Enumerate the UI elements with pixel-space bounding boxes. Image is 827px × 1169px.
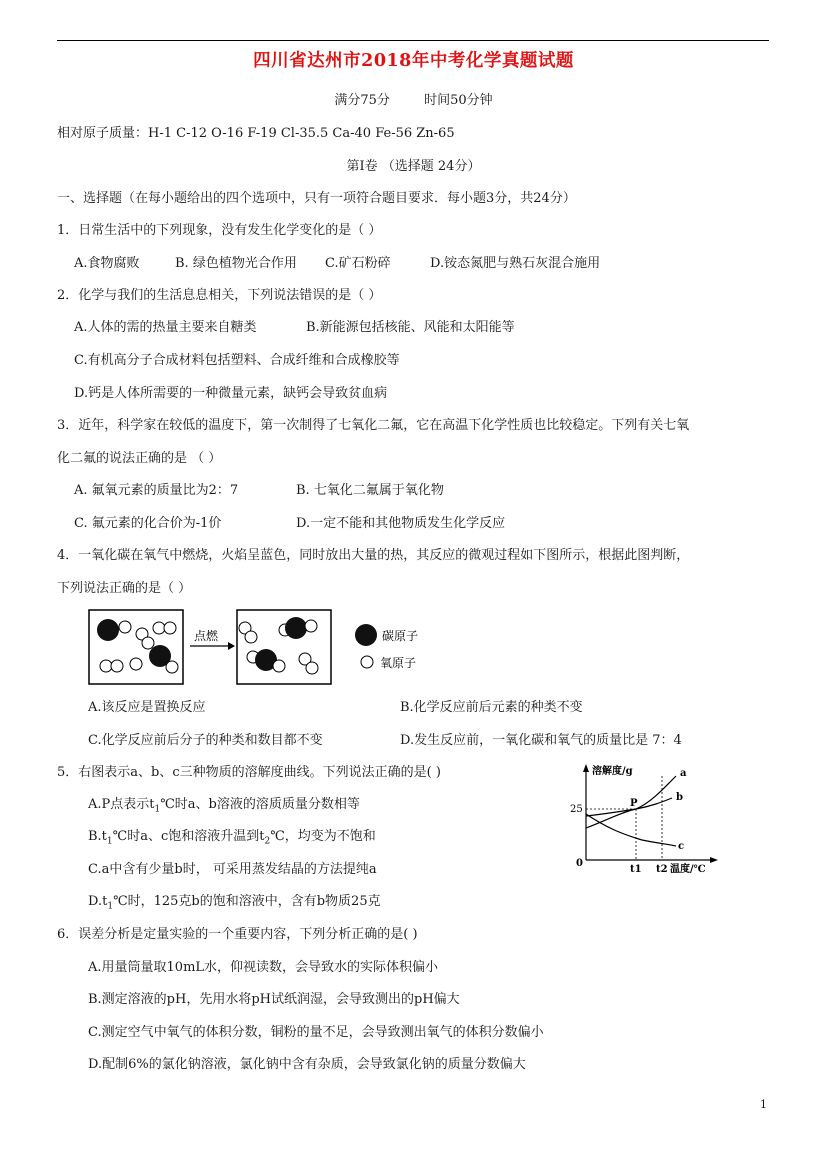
q1-option-a: A.食物腐败 [74, 256, 140, 271]
q5-option-b [88, 830, 376, 847]
q6-option-c: C.测定空气中氧气的体积分数，铜粉的量不足，会导致测出氧气的体积分数偏小 [88, 1025, 544, 1040]
o2-molecule [299, 653, 318, 674]
full-score: 满分75分 [334, 93, 390, 108]
q1-option-b: B. 绿色植物光合作用 [175, 256, 297, 271]
q5-stem: 5．右图表示a、b、c三种物质的溶解度曲线。下列说法正确的是( ) [57, 765, 441, 780]
q5-a-text: A.P点表示t [88, 797, 155, 812]
q5-b-text-rest: ℃，均变为不饱和 [270, 829, 376, 844]
q1-option-c: C.矿石粉碎 [325, 256, 391, 271]
arrow-label: 点燃 [194, 629, 219, 643]
x-axis-label: 温度/℃ [670, 864, 706, 875]
q5-b-sub: 1 [106, 836, 113, 847]
after-box [237, 610, 331, 684]
arrow-head [228, 642, 235, 650]
q5-b-text-mid: ℃时a、c饱和溶液升温到t [112, 829, 265, 844]
q4-option-d: D.发生反应前，一氧化碳和氧气的质量比是 7：4 [400, 733, 682, 748]
q3-stem-line2: 化二氟的说法正确的是 （ ） [57, 451, 222, 466]
page-title: 四川省达州市2018年中考化学真题试题 [253, 51, 574, 71]
y-tick-25: 25 [570, 804, 583, 815]
page-number: 1 [760, 1098, 767, 1111]
o2-molecule [153, 622, 176, 634]
x-tick-t2: t2 [656, 864, 668, 875]
q5-a-text-rest: ℃时a、b溶液的溶质质量分数相等 [160, 797, 360, 812]
q6-option-b: B.测定溶液的pH，先用水将pH试纸润湿，会导致测出的pH偏大 [88, 992, 460, 1007]
co-molecule [97, 619, 131, 641]
legend-carbon: 碳原子 [382, 629, 419, 643]
q1-stem: 1．日常生活中的下列现象，没有发生化学变化的是（ ） [57, 223, 382, 238]
exam-meta [0, 94, 827, 107]
q5-option-d [88, 895, 381, 912]
solubility-chart [562, 762, 722, 878]
q3-option-a: A. 氟氧元素的质量比为2：7 [74, 483, 239, 498]
top-rule [57, 40, 769, 41]
o2-molecule [136, 628, 154, 649]
series-label-b: b [676, 792, 683, 803]
q6-stem: 6．误差分析是定量实验的一个重要内容，下列分析正确的是( ) [57, 927, 418, 942]
o2-molecule [100, 660, 123, 672]
q4-stem-line2: 下列说法正确的是（ ） [57, 581, 192, 596]
curve-b [586, 798, 672, 816]
oxygen-atom-legend-icon [361, 656, 373, 668]
volume-heading: 第Ⅰ卷 （选择题 24分） [346, 159, 481, 174]
co2-molecule [247, 649, 285, 672]
origin-label: 0 [576, 858, 583, 869]
curve-c [586, 814, 676, 846]
x-axis-arrow [710, 857, 718, 863]
point-p-label: P [630, 798, 638, 809]
q2-option-a: A.人体的需的热量主要来自糖类 [74, 320, 257, 335]
q6-option-d: D.配制6%的氯化钠溶液，氯化钠中含有杂质，会导致氯化钠的质量分数偏大 [88, 1057, 526, 1072]
q6-option-a: A.用量筒量取10mL水，仰视读数，会导致水的实际体积偏小 [88, 960, 439, 975]
q1-option-d: D.铵态氮肥与熟石灰混合施用 [430, 256, 601, 271]
q2-option-d: D.钙是人体所需要的一种微量元素，缺钙会导致贫血病 [74, 386, 388, 401]
q5-option-a [88, 798, 360, 815]
o2-molecule [239, 622, 257, 643]
x-tick-t1: t1 [630, 864, 642, 875]
q3-stem-line1: 3．近年，科学家在较低的温度下，第一次制得了七氧化二氟，它在高温下化学性质也比较稳定。下列有关七氧 [57, 418, 690, 433]
section-instructions: 一、选择题（在每小题给出的四个选项中，只有一项符合题目要求．每小题3分，共24分） [57, 191, 576, 206]
q2-stem: 2．化学与我们的生活息息相关，下列说法错误的是（ ） [57, 288, 382, 303]
series-label-c: c [678, 841, 685, 852]
q2-option-b: B.新能源包括核能、风能和太阳能等 [306, 320, 515, 335]
atomic-masses: 相对原子质量：H-1 C-12 O-16 F-19 Cl-35.5 Ca-40 Fe-56 Zn-65 [57, 126, 455, 141]
series-label-a: a [680, 768, 687, 779]
q5-b-text: B.t [88, 829, 107, 844]
q5-d-text: D.t [88, 894, 108, 909]
q4-option-c: C.化学反应前后分子的种类和数目都不变 [88, 733, 323, 748]
y-axis-label: 溶解度/g [592, 766, 633, 777]
q3-option-d: D.一定不能和其他物质发生化学反应 [296, 516, 506, 531]
q4-option-a: A.该反应是置换反应 [88, 700, 206, 715]
reaction-diagram [88, 606, 448, 690]
time-limit: 时间50分钟 [424, 93, 493, 108]
q5-b-sub2: 2 [264, 836, 271, 847]
q5-a-sub: 1 [154, 804, 161, 815]
q4-option-b: B.化学反应前后元素的种类不变 [400, 700, 583, 715]
carbon-atom-legend-icon [355, 624, 377, 646]
q3-option-b: B. 七氧化二氟属于氧化物 [296, 483, 444, 498]
q4-stem-line1: 4．一氧化碳在氧气中燃烧，火焰呈蓝色，同时放出大量的热，其反应的微观过程如下图所示，根据此图判断， [57, 548, 690, 563]
legend-oxygen: 氧原子 [380, 656, 417, 670]
q5-option-c: C.a中含有少量b时， 可采用蒸发结晶的方法提纯a [88, 862, 377, 877]
q5-d-sub: 1 [107, 901, 114, 912]
q2-option-c: C.有机高分子合成材料包括塑料、合成纤维和合成橡胶等 [74, 353, 400, 368]
co-molecule [130, 645, 178, 673]
co2-molecule [279, 617, 317, 639]
y-axis-arrow [583, 764, 589, 772]
q3-option-c: C. 氟元素的化合价为-1价 [74, 516, 222, 531]
q5-d-text-rest: ℃时，125克b的饱和溶液中，含有b物质25克 [113, 894, 381, 909]
